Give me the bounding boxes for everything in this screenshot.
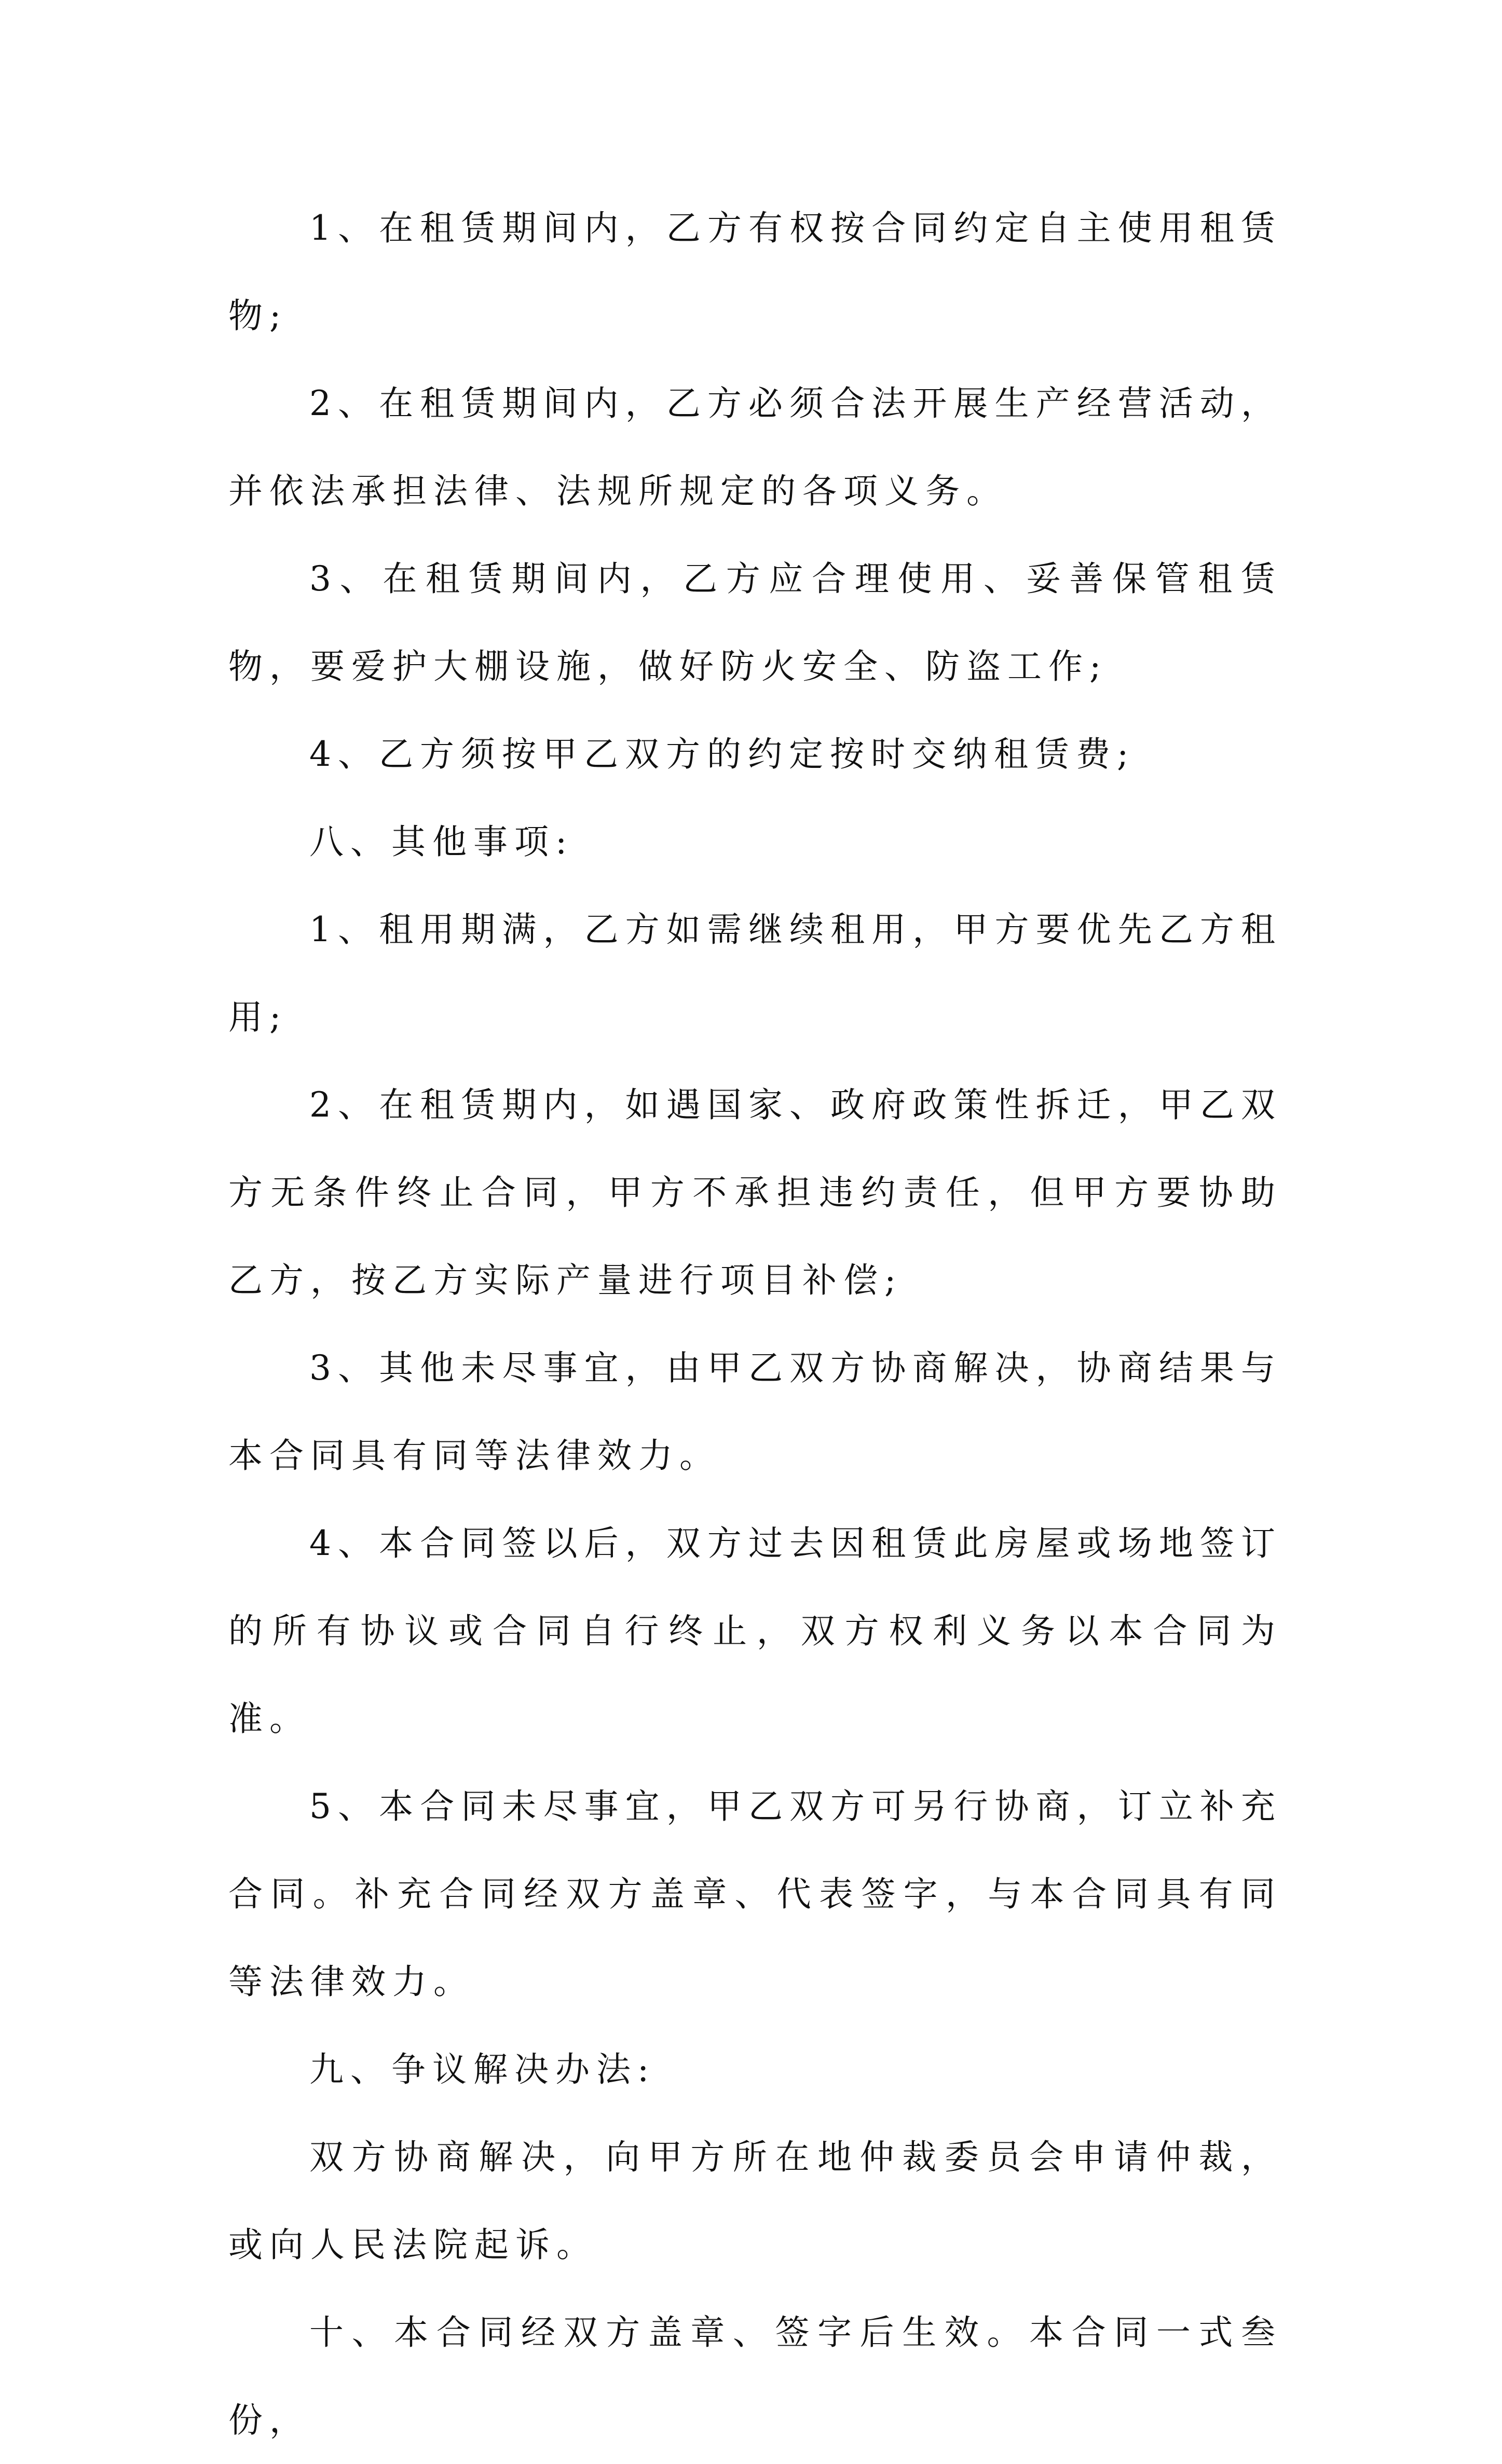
section-8-heading: 八、其他事项: — [309, 822, 574, 862]
section-10-text: 十、本合同经双方盖章、签字后生效。本合同一式叁份， — [228, 2312, 1282, 2440]
clause-8-4: 4、本合同签以后，双方过去因租赁此房屋或场地签订的所有协议或合同自行终止，双方权利义务以本合同为准。 — [228, 1523, 1282, 1739]
clause-8-3: 3、其他未尽事宜，由甲乙双方协商解决，协商结果与本合同具有同等法律效力。 — [228, 1348, 1282, 1476]
clause-8-5: 5、本合同未尽事宜，甲乙双方可另行协商，订立补充合同。补充合同经双方盖章、代表签字，与本合同具有同等法律效力。 — [228, 1786, 1282, 2002]
clause-7-1: 1、在租赁期间内，乙方有权按合同约定自主使用租赁物; — [228, 208, 1282, 336]
clause-8-1: 1、租用期满，乙方如需继续租用，甲方要优先乙方租用; — [228, 910, 1282, 1037]
clause-7-4: 4、乙方须按甲乙双方的约定按时交纳租赁费; — [309, 734, 1136, 774]
clause-7-2: 2、在租赁期间内，乙方必须合法开展生产经营活动，并依法承担法律、法规所规定的各项义务。 — [228, 383, 1282, 511]
document-body — [228, 184, 1282, 2464]
section-9-heading: 九、争议解决办法: — [309, 2049, 656, 2089]
clause-9-body: 双方协商解决，向甲方所在地仲裁委员会申请仲裁，或向人民法院起诉。 — [228, 2137, 1282, 2265]
clause-8-2: 2、在租赁期内，如遇国家、政府政策性拆迁，甲乙双方无条件终止合同，甲方不承担违约责任，但甲方要协助乙方，按乙方实际产量进行项目补偿; — [228, 1085, 1282, 1300]
clause-7-3: 3、在租赁期间内，乙方应合理使用、妥善保管租赁物，要爱护大棚设施，做好防火安全、防盗工作; — [228, 559, 1282, 686]
